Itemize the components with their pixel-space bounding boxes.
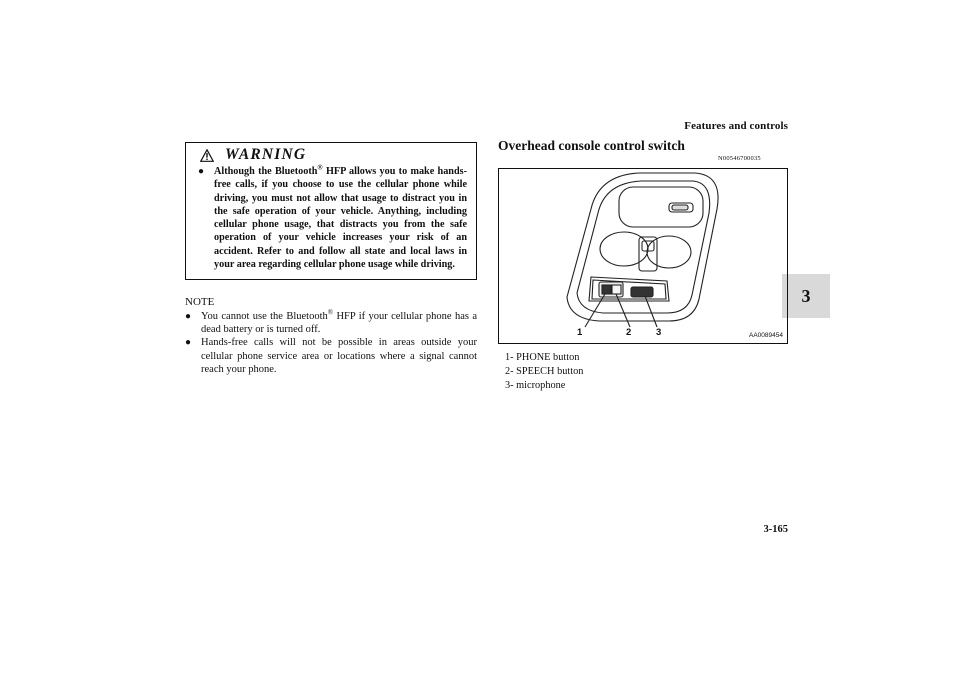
section-title: Overhead console control switch: [498, 138, 685, 153]
warning-bullet: ●: [198, 166, 205, 177]
legend-list: [505, 351, 583, 393]
legend-item: 2- SPEECH button: [505, 366, 584, 377]
warning-triangle-icon: [200, 149, 214, 162]
page-header-title: Features and controls: [684, 120, 788, 132]
registered-mark: ®: [317, 163, 323, 172]
page-number: 3-165: [763, 524, 788, 535]
note-label: NOTE: [185, 296, 215, 308]
chapter-tab: 3: [782, 274, 830, 318]
registered-mark: ®: [327, 308, 334, 317]
note-bullet: ●: [185, 337, 192, 349]
note-text-b: HFP if your cellular phone has a dead battery or is turned off.: [201, 311, 477, 336]
figure-code: AA0089454: [749, 332, 783, 339]
overhead-console-illustration: [499, 169, 787, 343]
figure-box: [498, 168, 788, 344]
warning-text-b: HFP allows you to make hands-free calls, if you choose to use the cellular phone while driving, you must not allow that usage to distract you in the safe operation of your vehicle. Anything, including cellular phone usage, that distracts you from the safe operation of your vehicle increases your risk of an accident. Refer to and follow all state and local laws in your area regarding cellular phone usage while driving.: [214, 166, 467, 271]
warning-title: WARNING: [225, 146, 307, 163]
callout-1: 1: [577, 327, 583, 338]
warning-text-a: Although the Bluetooth: [214, 166, 318, 177]
note-item: [185, 310, 477, 336]
legend-item: 3- microphone: [505, 380, 566, 391]
note-text: [201, 310, 477, 336]
legend-item: 1- PHONE button: [505, 352, 580, 363]
warning-text: [214, 165, 467, 271]
callout-3: 3: [656, 327, 662, 338]
callout-2: 2: [626, 327, 632, 338]
note-list: [185, 310, 477, 376]
note-text-a: You cannot use the Bluetooth: [201, 311, 328, 322]
warning-body: [198, 165, 467, 271]
warning-header: [200, 145, 306, 165]
warning-box: [185, 142, 477, 280]
note-text: Hands-free calls will not be possible in areas outside your cellular phone service area or locations where a signal cannot reach your phone.: [201, 337, 477, 375]
note-bullet: ●: [185, 311, 192, 322]
section-ref-code: N00546700035: [718, 155, 761, 162]
note-item: [185, 336, 477, 376]
